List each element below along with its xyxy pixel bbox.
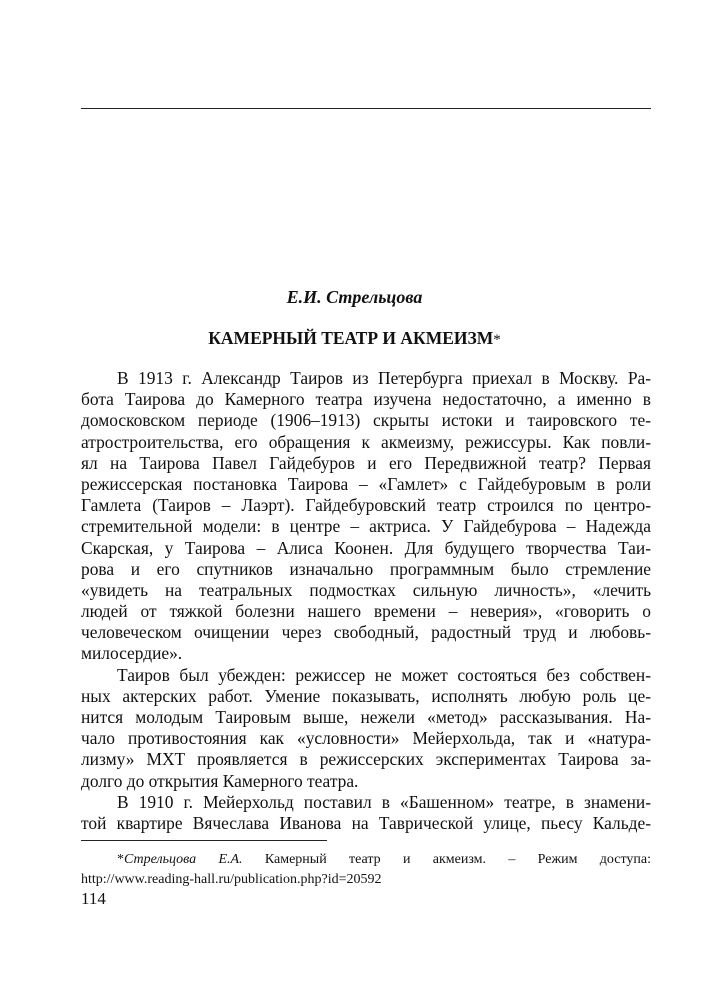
body-line: В 1910 г. Мейерхольд поставил в «Башенном» театре, в знамени- [117, 791, 651, 812]
title-footnote-mark: * [493, 332, 501, 348]
article-title-text: КАМЕРНЫЙ ТЕАТР И АКМЕИЗМ [208, 328, 494, 348]
page-number: 114 [81, 889, 106, 908]
body-line: «увидеть на театральных подмостках сильную личность», «лечить [81, 579, 651, 600]
footnote-rule [81, 840, 327, 841]
body-line: милосердие». [81, 643, 183, 664]
body-line: Скарская, у Таирова – Алиса Коонен. Для будущего творчества Таи- [81, 537, 651, 558]
body-line: бота Таирова до Камерного театра изучена недостаточно, а именно в [81, 389, 651, 410]
body-line: нится молодым Таировым выше, нежели «метод» рассказывания. На- [81, 707, 651, 727]
footnote-author: Стрельцова Е.А. [124, 852, 243, 867]
body-line: человеческом очищении через свободный, радостный труд и любовь- [81, 622, 651, 643]
body-line: атростроительства, его обращения к акмеизму, режиссуры. Как повли- [81, 431, 651, 452]
body-line: чало противостояния как «условности» Мейерхольда, так и «натура- [81, 728, 651, 749]
footnote [81, 850, 651, 890]
header-rule [81, 108, 651, 109]
body-line: Таиров был убежден: режиссер не может состояться без собствен- [117, 664, 651, 685]
body-line: ных актерских работ. Умение показывать, исполнять любую роль це- [81, 685, 651, 706]
article-body [81, 368, 651, 834]
body-line: рова и его спутников изначально программным было стремление [81, 558, 651, 579]
footnote-mark: * [117, 852, 124, 867]
article-title [0, 328, 709, 349]
body-line: В 1913 г. Александр Таиров из Петербурга приехал в Москву. Ра- [117, 368, 651, 388]
article-author: Е.И. Стрельцова [286, 287, 423, 307]
body-line: людей от тяжкой болезни нашего времени – неверия», «говорить о [81, 601, 651, 622]
body-line: Гамлета (Таиров – Лаэрт). Гайдебуровский театр строился по центро- [81, 495, 651, 516]
footnote-url[interactable]: http://www.reading-hall.ru/publication.php?id=20592 [81, 872, 382, 887]
footnote-line [81, 850, 651, 870]
body-line: ял на Таирова Павел Гайдебуров и его Передвижной театр? Первая [81, 452, 651, 473]
body-line: лизму» МХТ проявляется в режиссерских экспериментах Таирова за- [81, 749, 651, 770]
body-line: режиссерская постановка Таирова – «Гамлет» с Гайдебуровым в роли [81, 473, 651, 494]
body-line: домосковском периоде (1906–1913) скрыты истоки и таировского те- [81, 410, 651, 431]
footnote-text: Камерный театр и акмеизм. – Режим доступа: [242, 852, 651, 867]
body-line: стремительной модели: в центре – актриса. У Гайдебурова – Надежда [81, 516, 651, 537]
body-line: той квартире Вячеслава Иванова на Таврической улице, пьесу Кальде- [81, 812, 651, 833]
body-line: долго до открытия Камерного театра. [81, 770, 359, 791]
